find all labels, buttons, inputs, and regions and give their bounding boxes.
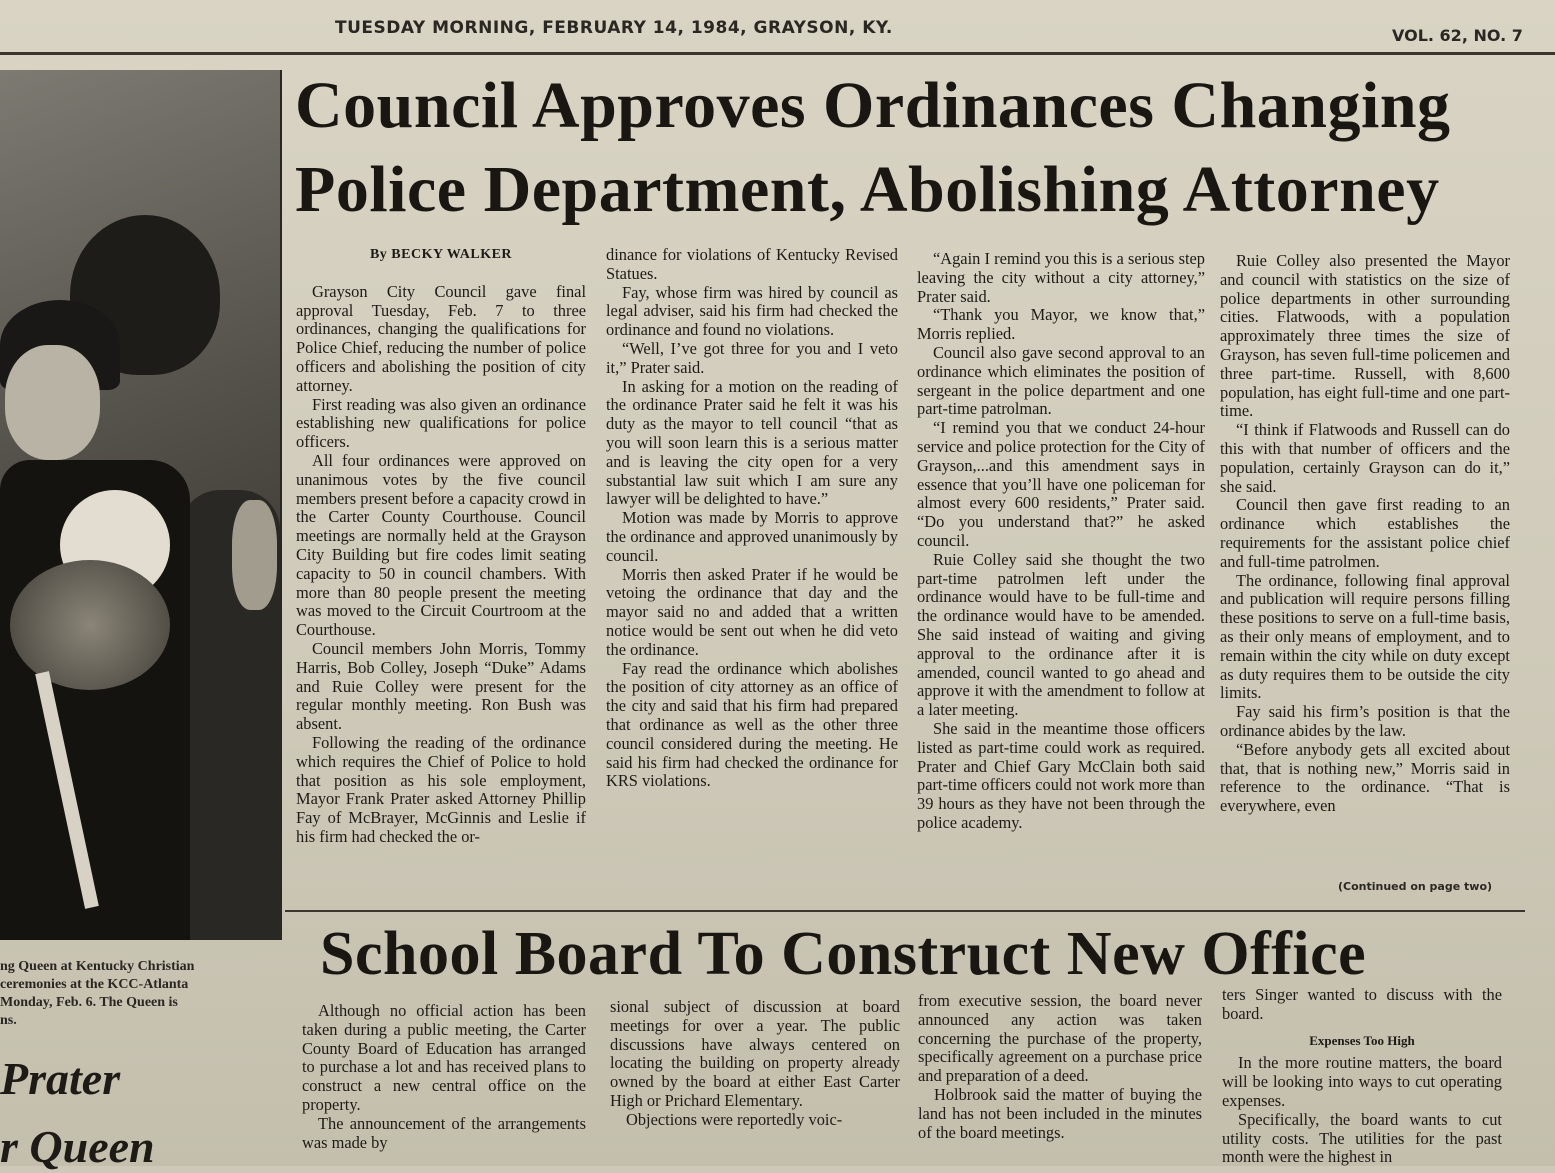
paragraph: Specifically, the board wants to cut utility costs. The utilities for the past month were the highest in (1222, 1109, 1502, 1167)
main-story-column-3 (917, 250, 1205, 833)
main-headline-line1: Council Approves Ordinances Changing (295, 69, 1451, 142)
masthead-date-line: TUESDAY MORNING, FEBRUARY 14, 1984, GRAYSON, KY. (335, 18, 893, 38)
paragraph: Objections were reportedly voic- (626, 1109, 843, 1129)
main-story-column-4 (1220, 252, 1510, 816)
paragraph: In asking for a motion on the reading of the ordinance Prater said he felt it was his duty as the mayor to tell council “that as you will soon learn this is a serious matter and is leaving the city open for a very substantial law suit which I am sure any lawyer will be delighted to have.” (606, 376, 898, 509)
paragraph: “Thank you Mayor, we know that,” Morris replied. (917, 305, 1205, 344)
photo-bouquet (10, 560, 170, 690)
paragraph: Council then gave first reading to an ordinance which establishes the requirements for the assistant police chief and full-time patrolmen. (1220, 495, 1510, 571)
paragraph: Ruie Colley said she thought the two part-time patrolmen left under the ordinance would have to be full-time and the ordinance would have to be amended. She said instead of waiting and giving approval to the ordinance after it is amended, council wanted to go ahead and approve it with the amendment to follow at a later meeting. (917, 549, 1205, 720)
masthead-volume: VOL. 62, NO. 7 (1392, 26, 1523, 45)
paragraph: from executive session, the board never announced any action was taken concerning the purchase of the property, specifically agreement on a purchase price and preparation of a deed. (918, 991, 1202, 1086)
paragraph: The announcement of the arrangements was made by (302, 1113, 586, 1152)
paragraph: “Again I remind you this is a serious step leaving the city without a city attorney,” Prater said. (917, 249, 1205, 306)
photo-face-right (232, 500, 277, 610)
paragraph: She said in the meantime those officers listed as part-time could work as required. Prater and Chief Gary McClain both said part-time officers could not work more than 39 hours as they have not been through the police academy. (917, 718, 1205, 832)
paragraph: Grayson City Council gave final approval Tuesday, Feb. 7 to three ordinances, changing the qualifications for Police Chief, reducing the number of police officers and abolishing the position of city attorney. (296, 281, 586, 395)
main-headline-line2: Police Department, Abolishing Attorney (295, 153, 1440, 226)
paragraph: Holbrook said the matter of buying the land has not been included in the minutes of the board meetings. (918, 1084, 1202, 1142)
paragraph: Although no official action has been taken during a public meeting, the Carter County Board of Education has arranged to purchase a lot and has received plans to construct a new central office on the property. (302, 1001, 586, 1114)
paragraph: Morris then asked Prater if he would be vetoing the ordinance that day and the mayor said no and added that a written notice would be sent out when he did veto the ordinance. (606, 564, 898, 659)
paragraph: “Well, I’ve got three for you and I veto it,” Prater said. (606, 338, 898, 377)
paragraph: In the more routine matters, the board will be looking into ways to cut operating expenses. (1222, 1053, 1502, 1110)
main-story-column-2 (606, 246, 898, 791)
paragraph: Fay said his firm’s position is that the ordinance abides by the law. (1220, 702, 1510, 740)
queen-photo (0, 70, 282, 940)
paragraph: Ruie Colley also presented the Mayor and council with statistics on the size of police departments in other surrounding cities. Flatwoods, with a population approximately three times the size of Grayson, has seven full-time policemen and three part-time. Russell, with 8,600 population, has eight full-time and one part-time. (1220, 251, 1510, 421)
paragraph: “I think if Flatwoods and Russell can do this with that number of officers and the population, certainly Grayson can do it,” she said. (1220, 420, 1510, 496)
caption-name-queen: r Queen (0, 1121, 155, 1172)
school-story-column-2 (610, 998, 900, 1130)
school-story-column-4 (1222, 986, 1502, 1167)
school-story-column-3 (918, 992, 1202, 1142)
masthead (0, 10, 1555, 55)
paragraph: The ordinance, following final approval and publication will require persons filling these positions to serve on a full-time basis, as their only means of employment, and to remain within the city while on duty except as duty requires them to be outside the city limits. (1220, 570, 1510, 703)
school-story-column-1 (302, 1002, 586, 1152)
paragraph: sional subject of discussion at board meetings for over a year. The public discussions have always centered on locating the building on property already owned by the board at either East Carter High or Prichard Elementary. (610, 997, 900, 1110)
section-divider (285, 910, 1525, 912)
continued-note: (Continued on page two) (1338, 880, 1493, 893)
main-story-column-1 (296, 246, 586, 847)
paragraph: Fay, whose firm was hired by council as legal adviser, said his firm had checked the ordinance and found no violations. (606, 282, 898, 340)
paragraph: All four ordinances were approved on unanimous votes by the five council members present before a capacity crowd in the Carter County Courthouse. Council meetings are normally held at the Grayson City Building but fire codes limit seating capacity to 50 in council chambers. With more than 80 people present the meeting was moved to the Circuit Courtroom at the Courthouse. (296, 450, 586, 640)
photo-caption (0, 958, 275, 1030)
paragraph: ters Singer wanted to discuss with the board. (1222, 985, 1502, 1023)
paragraph: Council also gave second approval to an ordinance which eliminates the position of sergeant in the police department and one part-time patrolman. (917, 342, 1205, 419)
photo-face (5, 345, 100, 460)
caption-line: ceremonies at the KCC-Atlanta (0, 977, 189, 992)
paragraph: Following the reading of the ordinance which requires the Chief of Police to hold that position as his sole employment, Mayor Frank Prater asked Attorney Phillip Fay of McBrayer, McGinnis and Leslie if his firm had checked the or- (296, 732, 586, 846)
caption-name-prater: Prater (0, 1053, 121, 1104)
paragraph: First reading was also given an ordinance establishing new qualifications for police officers. (296, 394, 586, 452)
paragraph: “I remind you that we conduct 24-hour service and police protection for the City of Grayson,...and this amendment says in essence that you’ll have one policeman for almost every 600 residents,” Prater said. “Do you understand that?” he asked council. (917, 418, 1205, 550)
caption-line: ns. (0, 1013, 17, 1028)
byline: By BECKY WALKER (369, 247, 513, 262)
caption-line: ng Queen at Kentucky Christian (0, 959, 195, 974)
second-headline: School Board To Construct New Office (320, 920, 1367, 988)
subheading: Expenses Too High (1309, 1032, 1415, 1048)
paragraph: dinance for violations of Kentucky Revised Statues. (606, 245, 898, 283)
paragraph: Motion was made by Morris to approve the ordinance and approved unanimously by council. (606, 508, 898, 565)
paragraph: Council members John Morris, Tommy Harris, Bob Colley, Joseph “Duke” Adams and Ruie Colley were present for the regular monthly meeting. Ron Bush was absent. (296, 638, 586, 734)
paragraph: Fay read the ordinance which abolishes the position of city attorney as an office of the city and said that his firm had prepared that ordinance as well as the other three council considered during the meeting. He said his firm had checked the ordinance for KRS violations. (606, 658, 898, 791)
caption-line: Monday, Feb. 6. The Queen is (0, 995, 178, 1010)
paragraph: “Before anybody gets all excited about that, that is nothing new,” Morris said in reference to the ordinance. “That is everywhere, even (1220, 739, 1510, 816)
